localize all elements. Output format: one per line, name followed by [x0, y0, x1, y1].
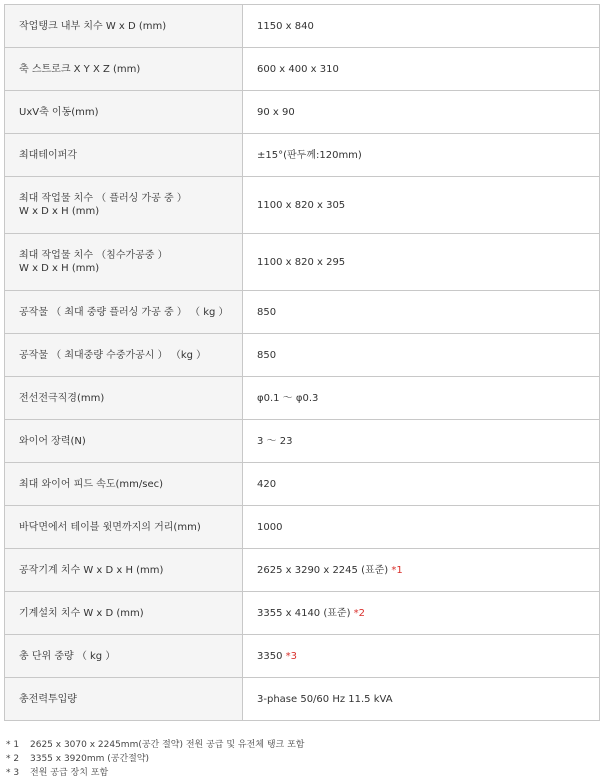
spec-value-text: 3350 — [257, 650, 283, 662]
footnote — [6, 752, 305, 766]
footnotes — [6, 738, 305, 780]
footnote-mark: * 1 — [6, 740, 20, 750]
spec-label-line: 최대 작업물 치수 （ 플러싱 가공 중 ） — [19, 193, 187, 204]
spec-label: 최대 와이어 피드 속도(mm/sec) — [5, 463, 243, 506]
table-row — [5, 592, 600, 635]
footnote — [6, 738, 305, 752]
spec-label: 전선전극직경(mm) — [5, 377, 243, 420]
table-row — [5, 5, 600, 48]
spec-table — [4, 4, 600, 721]
spec-value: 1000 — [243, 506, 600, 549]
spec-label: 바닥면에서 테이블 윗면까지의 거리(mm) — [5, 506, 243, 549]
spec-label: UxV축 이동(mm) — [5, 91, 243, 134]
footnote-ref: *3 — [285, 650, 298, 662]
table-row — [5, 234, 600, 291]
spec-label: 축 스트로크 X Y X Z (mm) — [5, 48, 243, 91]
table-row — [5, 678, 600, 721]
spec-value: 3 ～ 23 — [243, 420, 600, 463]
footnote-mark: * 2 — [6, 754, 20, 764]
spec-label: 공작물 （ 최대 중량 플러싱 가공 중 ） （ kg ） — [5, 291, 243, 334]
footnote-ref: *1 — [391, 564, 403, 576]
spec-value: 1150 x 840 — [243, 5, 600, 48]
footnote-text: 3355 x 3920mm (공간절약) — [30, 754, 150, 764]
spec-value: 600 x 400 x 310 — [243, 48, 600, 91]
spec-label-line: 최대 작업물 치수 （침수가공중 ） — [19, 250, 168, 261]
table-row — [5, 291, 600, 334]
spec-value: φ0.1 ～ φ0.3 — [243, 377, 600, 420]
spec-label: 공작물 （ 최대중량 수중가공시 ） （kg ） — [5, 334, 243, 377]
table-row — [5, 91, 600, 134]
spec-value — [243, 635, 600, 678]
spec-value-text: 3355 x 4140 (표준) — [257, 607, 351, 619]
spec-value: 420 — [243, 463, 600, 506]
table-row — [5, 506, 600, 549]
footnote-text: 전원 공급 장치 포함 — [30, 768, 109, 778]
table-row — [5, 177, 600, 234]
spec-label — [5, 177, 243, 234]
spec-label: 최대테이퍼각 — [5, 134, 243, 177]
footnote-mark: * 3 — [6, 768, 20, 778]
table-row — [5, 420, 600, 463]
spec-value: 3-phase 50/60 Hz 11.5 kVA — [243, 678, 600, 721]
footnote-text: 2625 x 3070 x 2245mm(공간 절약) 전원 공급 및 유전체 탱크 포함 — [30, 740, 305, 750]
spec-label: 와이어 장력(N) — [5, 420, 243, 463]
table-row — [5, 635, 600, 678]
footnote — [6, 766, 305, 780]
table-row — [5, 134, 600, 177]
spec-label: 작업탱크 내부 치수 W x D (mm) — [5, 5, 243, 48]
spec-label: 총 단위 중량 （ kg ） — [5, 635, 243, 678]
footnote-ref: *2 — [353, 607, 366, 619]
spec-value — [243, 549, 600, 592]
spec-value: 1100 x 820 x 295 — [243, 234, 600, 291]
spec-label: 공작기계 치수 W x D x H (mm) — [5, 549, 243, 592]
spec-label: 기계설치 치수 W x D (mm) — [5, 592, 243, 635]
table-row — [5, 463, 600, 506]
spec-value: 850 — [243, 291, 600, 334]
spec-label-line: W x D x H (mm) — [19, 263, 100, 274]
spec-label — [5, 234, 243, 291]
spec-value: 1100 x 820 x 305 — [243, 177, 600, 234]
spec-value — [243, 592, 600, 635]
table-row — [5, 377, 600, 420]
table-row — [5, 334, 600, 377]
table-row — [5, 549, 600, 592]
spec-value: ±15°(판두께:120mm) — [243, 134, 600, 177]
table-row — [5, 48, 600, 91]
spec-value-text: 2625 x 3290 x 2245 (표준) — [257, 564, 389, 576]
spec-value: 850 — [243, 334, 600, 377]
spec-value: 90 x 90 — [243, 91, 600, 134]
spec-label: 총전력투입량 — [5, 678, 243, 721]
spec-label-line: W x D x H (mm) — [19, 206, 100, 217]
